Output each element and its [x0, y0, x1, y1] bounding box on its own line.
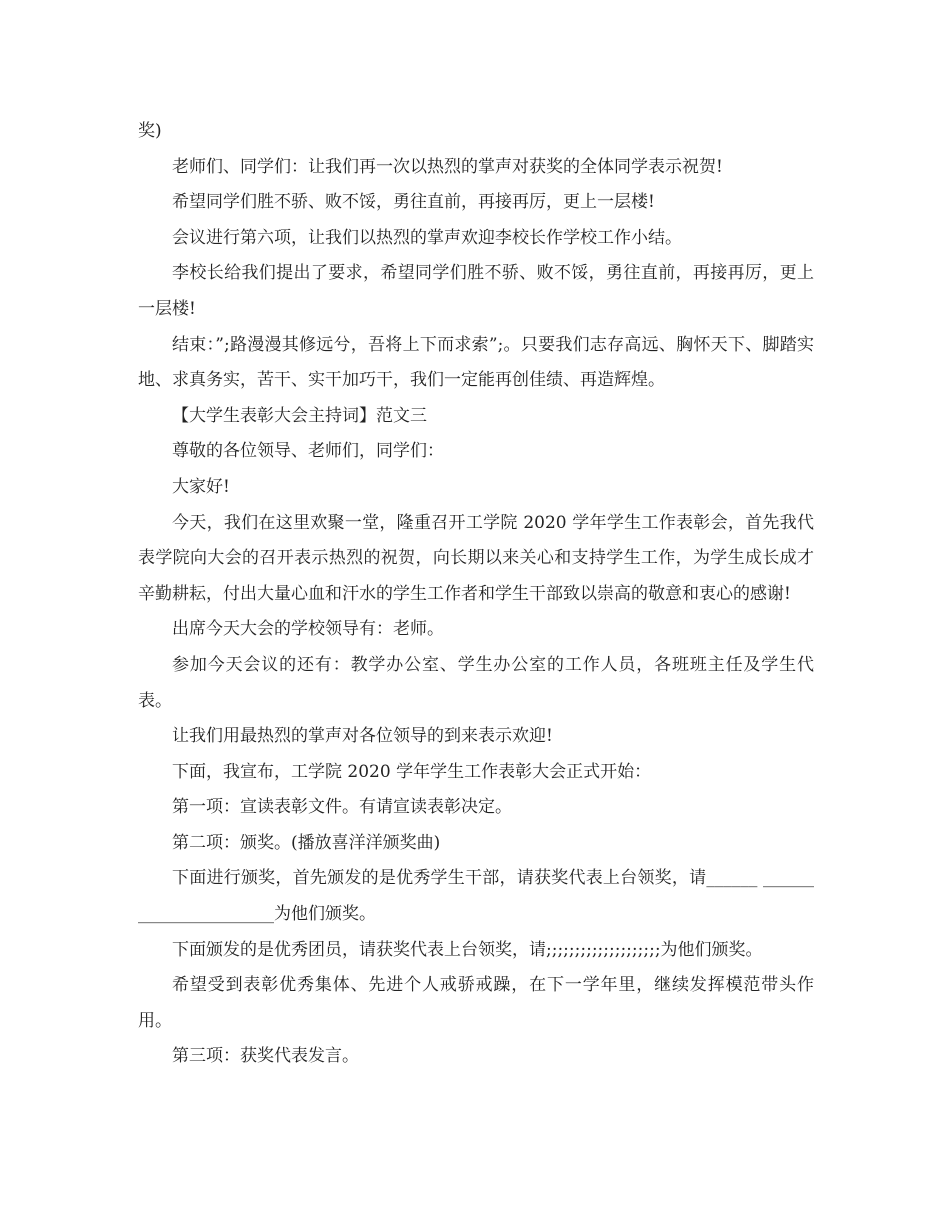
- paragraph: 第二项：颁奖。(播放喜洋洋颁奖曲): [172, 832, 441, 853]
- paragraph: 下面进行颁奖，首先颁发的是优秀学生干部，请获奖代表上台领奖，请______ ______________________为他们颁奖。: [138, 868, 814, 925]
- paragraph: 第三项：获奖代表发言。: [172, 1046, 359, 1067]
- paragraph: 参加今天会议的还有：教学办公室、学生办公室的工作人员，各班班主任及学生代表。: [138, 654, 814, 711]
- paragraph: 老师们、同学们：让我们再一次以热烈的掌声对获奖的全体同学表示祝贺!: [172, 156, 723, 177]
- paragraph: 奖): [138, 121, 162, 141]
- paragraph: 会议进行第六项，让我们以热烈的掌声欢迎李校长作学校工作小结。: [172, 227, 682, 248]
- paragraph: 让我们用最热烈的掌声对各位领导的到来表示欢迎!: [172, 726, 553, 747]
- paragraph: 李校长给我们提出了要求，希望同学们胜不骄、败不馁，勇往直前，再接再厉，更上一层楼!: [138, 263, 814, 319]
- greeting: 大家好!: [172, 476, 230, 497]
- salutation: 尊敬的各位领导、老师们，同学们：: [172, 441, 444, 462]
- paragraph: 出席今天大会的学校领导有：老师。: [172, 619, 444, 640]
- paragraph: 希望同学们胜不骄、败不馁，勇往直前，再接再厉，更上一层楼!: [172, 192, 655, 213]
- document-body: [138, 114, 814, 1075]
- paragraph: 第一项：宣读表彰文件。有请宣读表彰决定。: [172, 797, 512, 818]
- paragraph: 结束：”;路漫漫其修远兮，吾将上下而求索”;。只要我们志存高远、胸怀天下、脚踏实地、求真务实，苦干、实干加巧干，我们一定能再创佳绩、再造辉煌。: [138, 334, 814, 391]
- section-heading: 【大学生表彰大会主持词】范文三: [172, 405, 427, 426]
- paragraph: 希望受到表彰优秀集体、先进个人戒骄戒躁，在下一学年里，继续发挥模范带头作用。: [138, 975, 814, 1031]
- paragraph: 下面颁发的是优秀团员，请获奖代表上台领奖，请;;;;;;;;;;;;;;;;;;;;为他们颁奖。: [172, 939, 763, 960]
- paragraph: 今天，我们在这里欢聚一堂，隆重召开工学院 2020 学年学生工作表彰会，首先我代表学院向大会的召开表示热烈的祝贺，向长期以来关心和支持学生工作，为学生成长成才辛勤耕耘，付出大量心血和汗水的学生工作者和学生干部致以崇高的敬意和衷心的感谢!: [138, 512, 814, 604]
- paragraph: 下面，我宣布，工学院 2020 学年学生工作表彰大会正式开始：: [172, 761, 652, 782]
